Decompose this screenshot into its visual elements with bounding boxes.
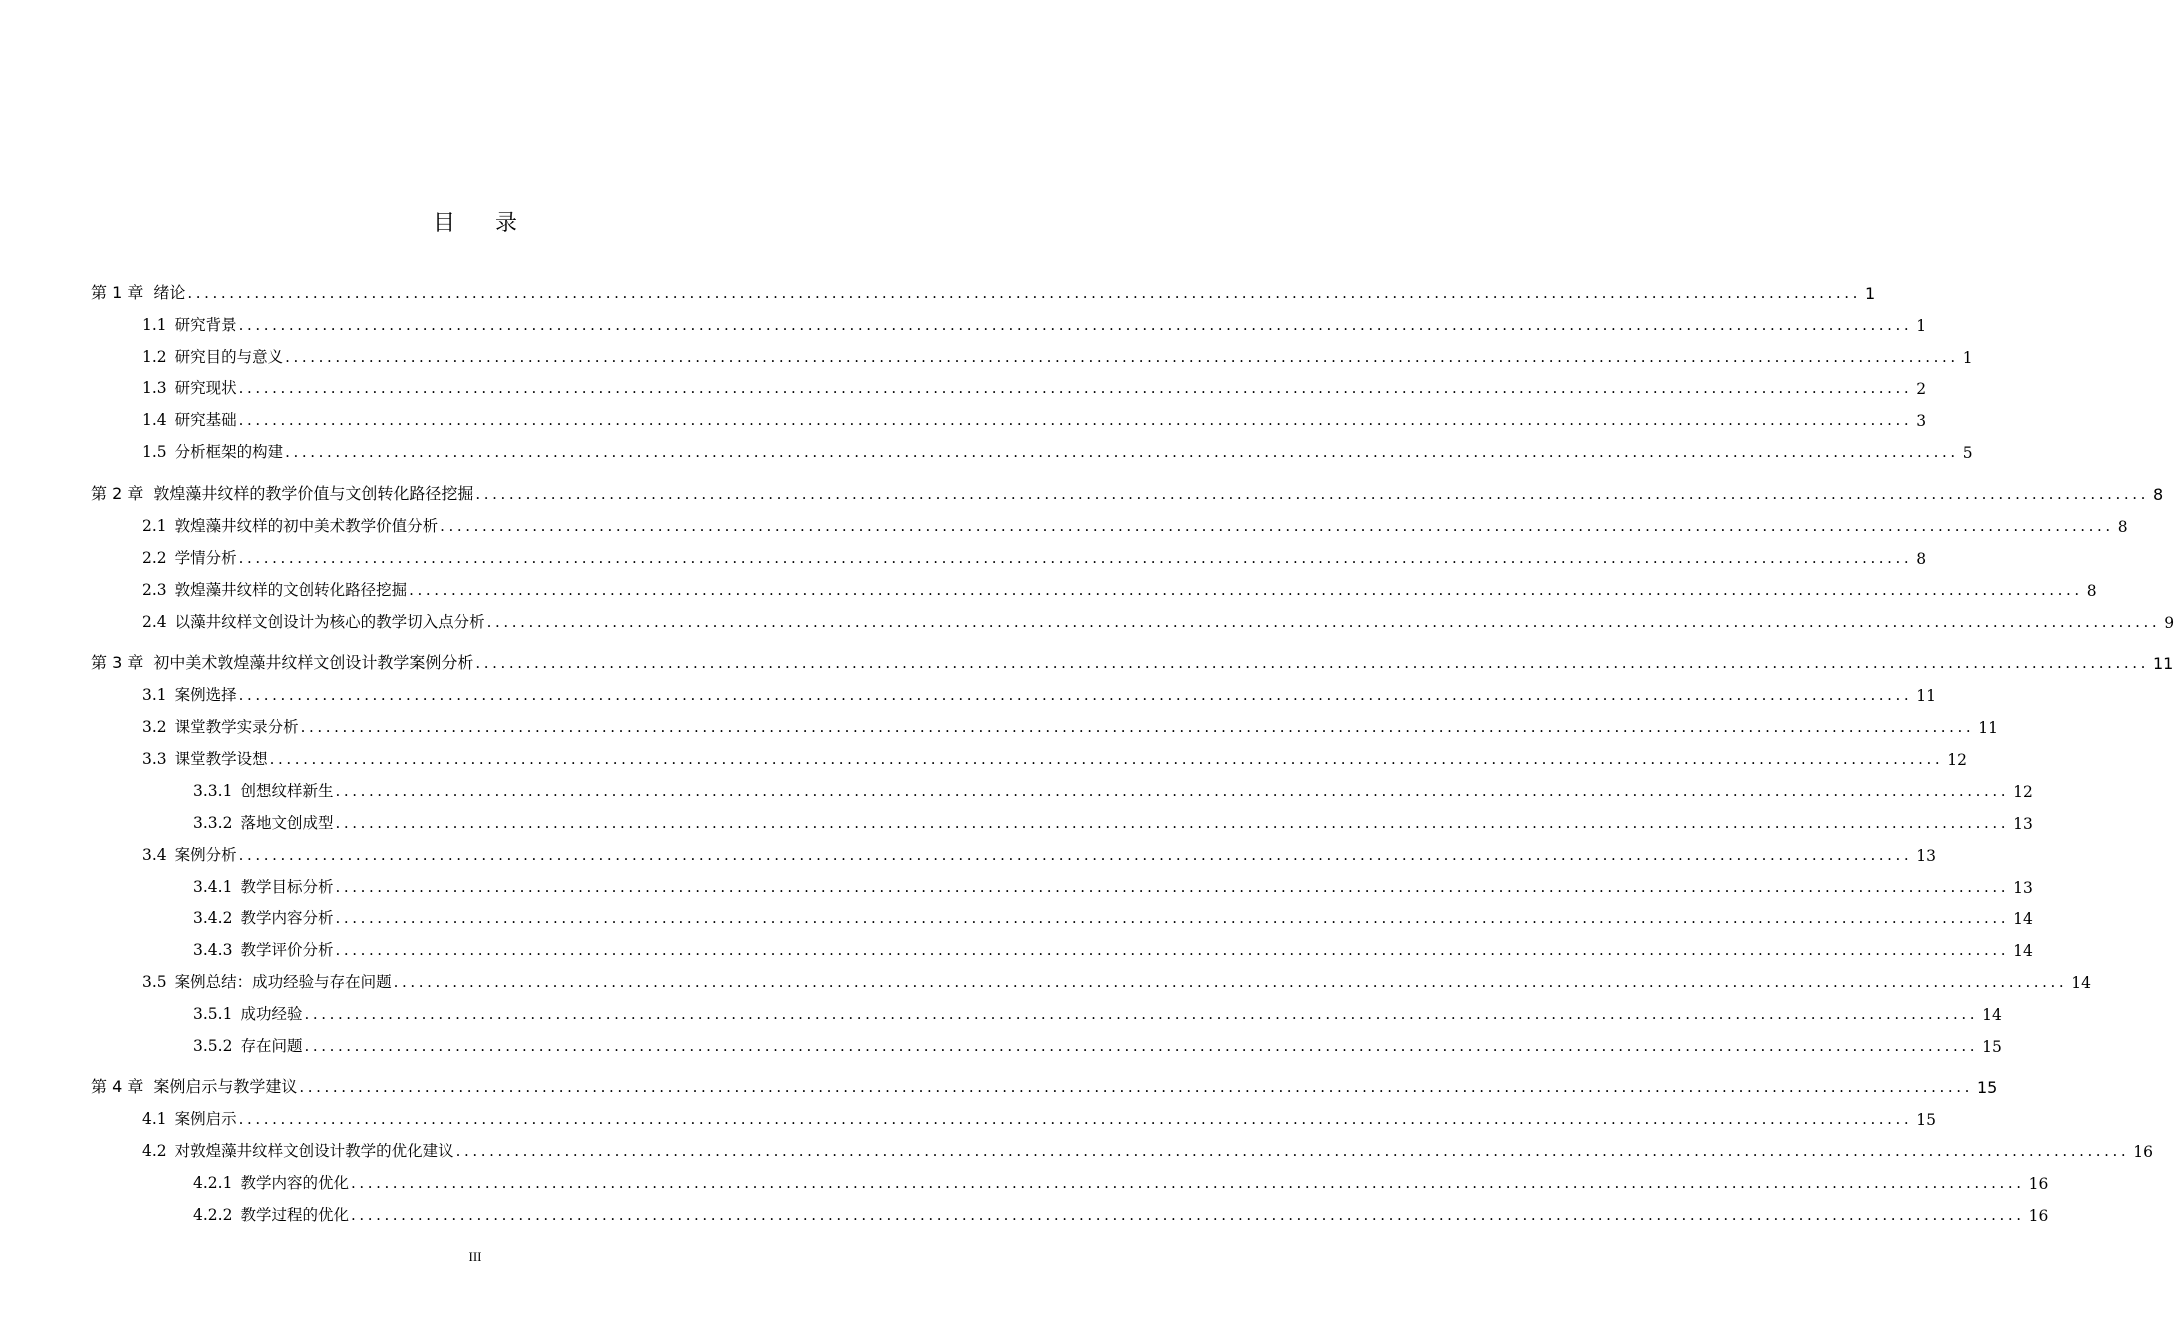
toc-entry-label <box>142 376 237 398</box>
toc-entry-label <box>142 843 237 865</box>
toc-entry-page: 13 <box>2013 815 2033 833</box>
toc-entry-title: 研究目的与意义 <box>174 348 284 366</box>
toc-entry-number: 3.5.1 <box>193 1005 233 1023</box>
toc-entry-label <box>193 1171 349 1193</box>
toc-entry-title: 以藻井纹样文创设计为核心的教学切入点分析 <box>174 613 485 631</box>
toc-entry-page: 2 <box>1916 380 1927 398</box>
toc-entry-title: 教学过程的优化 <box>240 1206 349 1224</box>
toc-entry-label <box>142 578 407 600</box>
toc-entry-number: 第 4 章 <box>91 1077 144 1096</box>
toc-entry-page: 11 <box>2153 654 2174 673</box>
toc-entry-number: 1.2 <box>142 348 167 366</box>
toc-entry[interactable] <box>0 1073 1998 1097</box>
toc-entry-title: 存在问题 <box>240 1037 303 1055</box>
toc-entry-number: 4.2.1 <box>193 1174 233 1192</box>
toc-entry-number: 4.1 <box>142 1110 167 1128</box>
toc-entry[interactable] <box>0 311 1927 335</box>
toc-entry-number: 1.1 <box>142 316 167 334</box>
toc-entry-title: 成功经验 <box>240 1005 303 1023</box>
dot-leader: ........................................................................................................................................................................................................ <box>486 613 2161 631</box>
toc-entry-number: 3.3.2 <box>193 814 233 832</box>
toc-entry-page: 1 <box>1916 317 1927 335</box>
toc-entry[interactable] <box>0 512 2128 536</box>
toc-entry[interactable] <box>0 1201 2049 1225</box>
dot-leader: ........................................................................................................................................................................................................ <box>475 485 2149 503</box>
toc-entry-page: 16 <box>2133 1143 2154 1161</box>
toc-entry-page: 11 <box>1916 687 1937 705</box>
toc-entry[interactable] <box>0 576 2097 600</box>
toc-entry-label <box>142 1107 237 1129</box>
dot-leader: ........................................................................................................................................................................................................ <box>285 348 1959 366</box>
toc-entry-label <box>142 610 485 632</box>
toc-entry-page: 16 <box>2028 1207 2049 1225</box>
toc-entry[interactable] <box>0 904 2033 928</box>
toc-entry[interactable] <box>0 374 1927 398</box>
dot-leader: ........................................................................................................................................................................................................ <box>440 517 2114 535</box>
toc-entry[interactable] <box>0 406 1927 430</box>
toc-entry-label <box>91 1074 297 1097</box>
toc-entry-title: 案例选择 <box>174 686 237 704</box>
toc-entry-number: 4.2 <box>142 1142 167 1160</box>
toc-entry[interactable] <box>0 1000 2002 1024</box>
toc-entry[interactable] <box>0 681 1937 705</box>
toc-entry[interactable] <box>0 438 1973 462</box>
page-title-char: 录 <box>495 211 558 236</box>
toc-entry-title: 对敦煌藻井纹样文创设计教学的优化建议 <box>174 1142 454 1160</box>
toc-entry-title: 研究背景 <box>174 316 237 334</box>
toc-entry[interactable] <box>0 745 1968 769</box>
toc-entry[interactable] <box>0 1169 2049 1193</box>
toc-entry[interactable] <box>0 936 2033 960</box>
dot-leader: ........................................................................................................................................................................................................ <box>238 549 1913 567</box>
toc-entry-page: 8 <box>2153 485 2164 504</box>
toc-entry-label <box>193 1034 302 1056</box>
toc-entry-number: 3.4.1 <box>193 878 233 896</box>
dot-leader: ........................................................................................................................................................................................................ <box>455 1142 2130 1160</box>
dot-leader: ........................................................................................................................................................................................................ <box>187 284 1861 302</box>
toc-entry[interactable] <box>0 841 1937 865</box>
toc-entry-title: 学情分析 <box>174 549 237 567</box>
dot-leader: ........................................................................................................................................................................................................ <box>269 750 1944 768</box>
dot-leader: ........................................................................................................................................................................................................ <box>335 782 2010 800</box>
toc-entry-title: 案例启示 <box>174 1110 237 1128</box>
toc-entry[interactable] <box>0 1105 1937 1129</box>
toc-entry-number: 3.5.2 <box>193 1037 233 1055</box>
toc-entry-page: 8 <box>2117 518 2128 536</box>
toc-entry-number: 2.1 <box>142 517 167 535</box>
toc-entry-number: 3.3.1 <box>193 782 233 800</box>
toc-entry[interactable] <box>0 713 1999 737</box>
dot-leader: ........................................................................................................................................................................................................ <box>300 718 1975 736</box>
dot-leader: ........................................................................................................................................................................................................ <box>335 878 2010 896</box>
dot-leader: ........................................................................................................................................................................................................ <box>285 443 1959 461</box>
toc-entry-page: 15 <box>1982 1038 2002 1056</box>
toc-entry-number: 第 1 章 <box>91 283 144 302</box>
toc-entry[interactable] <box>0 279 1876 303</box>
toc-entry-number: 2.2 <box>142 549 167 567</box>
toc-entry[interactable] <box>0 809 2033 833</box>
dot-leader: ........................................................................................................................................................................................................ <box>238 316 1913 334</box>
toc-entry-label <box>91 481 473 504</box>
toc-entry-page: 8 <box>1916 550 1927 568</box>
toc-entry[interactable] <box>0 777 2033 801</box>
toc-entry-title: 研究现状 <box>174 379 237 397</box>
toc-entry-label <box>193 938 333 960</box>
toc-entry-title: 课堂教学设想 <box>174 750 268 768</box>
toc-entry-title: 案例启示与教学建议 <box>153 1077 298 1096</box>
dot-leader: ........................................................................................................................................................................................................ <box>304 1005 1979 1023</box>
toc-entry-title: 教学评价分析 <box>240 941 334 959</box>
toc-entry[interactable] <box>0 1137 2154 1161</box>
dot-leader: ........................................................................................................................................................................................................ <box>238 1110 1913 1128</box>
toc-entry[interactable] <box>0 343 1973 367</box>
toc-entry-page: 12 <box>2013 783 2033 801</box>
toc-entry-number: 3.4 <box>142 846 167 864</box>
toc-entry-label <box>193 906 333 928</box>
toc-entry-page: 14 <box>2013 942 2033 960</box>
toc-entry-title: 教学内容分析 <box>240 909 334 927</box>
toc-entry-page: 14 <box>2071 974 2092 992</box>
toc-entry-number: 1.4 <box>142 411 167 429</box>
toc-entry-label <box>142 1139 454 1161</box>
toc-entry-page: 12 <box>1947 751 1968 769</box>
toc-entry-label <box>91 280 185 303</box>
toc-entry-page: 3 <box>1916 412 1927 430</box>
toc-entry-label <box>193 811 333 833</box>
dot-leader: ........................................................................................................................................................................................................ <box>393 973 2068 991</box>
toc-entry-page: 14 <box>2013 910 2033 928</box>
toc-entry[interactable] <box>0 649 2174 673</box>
toc-entry-title: 案例分析 <box>174 846 237 864</box>
toc-entry-title: 落地文创成型 <box>240 814 334 832</box>
toc-entry-page: 8 <box>2086 582 2097 600</box>
toc-entry-title: 初中美术敦煌藻井纹样文创设计教学案例分析 <box>153 653 474 672</box>
toc-entry-label <box>142 345 283 367</box>
toc-entry-title: 敦煌藻井纹样的文创转化路径挖掘 <box>174 581 408 599</box>
toc-entry-label <box>142 970 392 992</box>
toc-entry-label <box>142 514 438 536</box>
toc-entry-label <box>142 313 237 335</box>
toc-entry-page: 16 <box>2028 1175 2049 1193</box>
dot-leader: ........................................................................................................................................................................................................ <box>335 814 2010 832</box>
dot-leader: ........................................................................................................................................................................................................ <box>475 654 2149 672</box>
toc-entry-number: 3.3 <box>142 750 167 768</box>
dot-leader: ........................................................................................................................................................................................................ <box>350 1206 2025 1224</box>
toc-entry-number: 3.2 <box>142 718 167 736</box>
toc-entry-title: 教学目标分析 <box>240 878 334 896</box>
dot-leader: ........................................................................................................................................................................................................ <box>238 846 1913 864</box>
toc-entry-label <box>142 683 237 705</box>
toc-entry-number: 3.5 <box>142 973 167 991</box>
toc-entry-title: 绪论 <box>153 283 186 302</box>
toc-entry-number: 3.4.2 <box>193 909 233 927</box>
toc-entry-title: 案例总结：成功经验与存在问题 <box>174 973 392 991</box>
toc-entry-label <box>142 546 237 568</box>
toc-entry-number: 1.5 <box>142 443 167 461</box>
toc-entry-label <box>193 779 333 801</box>
toc-entry-label <box>91 650 473 673</box>
dot-leader: ........................................................................................................................................................................................................ <box>335 909 2010 927</box>
toc-entry-page: 13 <box>1916 847 1937 865</box>
toc-entry-page: 15 <box>1977 1078 1998 1097</box>
toc-entry-number: 2.3 <box>142 581 167 599</box>
toc-entry-number: 4.2.2 <box>193 1206 233 1224</box>
toc-entry-page: 1 <box>1865 284 1876 303</box>
dot-leader: ........................................................................................................................................................................................................ <box>409 581 2083 599</box>
page-title-char: 目 <box>432 211 495 236</box>
page-title <box>0 206 950 237</box>
dot-leader: ........................................................................................................................................................................................................ <box>335 941 2010 959</box>
toc-entry-number: 2.4 <box>142 613 167 631</box>
toc-entry-number: 第 3 章 <box>91 653 144 672</box>
toc-entry-title: 研究基础 <box>174 411 237 429</box>
toc-entry-label <box>193 1203 349 1225</box>
toc-entry-number: 第 2 章 <box>91 484 144 503</box>
toc-entry-page: 9 <box>2164 614 2174 632</box>
toc-entry-label <box>142 440 283 462</box>
dot-leader: ........................................................................................................................................................................................................ <box>238 411 1913 429</box>
toc-entry-label <box>142 715 299 737</box>
toc-entry-title: 课堂教学实录分析 <box>174 718 299 736</box>
toc-entry-page: 14 <box>1982 1006 2002 1024</box>
toc-entry-title: 敦煌藻井纹样的教学价值与文创转化路径挖掘 <box>153 484 474 503</box>
toc-entry-page: 13 <box>2013 879 2033 897</box>
toc-entry-page: 11 <box>1978 719 1999 737</box>
dot-leader: ........................................................................................................................................................................................................ <box>350 1174 2025 1192</box>
toc-entry-title: 敦煌藻井纹样的初中美术教学价值分析 <box>174 517 439 535</box>
toc-entry-label <box>142 747 268 769</box>
toc-entry[interactable] <box>0 544 1927 568</box>
toc-entry-title: 创想纹样新生 <box>240 782 334 800</box>
toc-entry-number: 3.4.3 <box>193 941 233 959</box>
toc-entry-number: 3.1 <box>142 686 167 704</box>
toc-entry[interactable] <box>0 608 2174 632</box>
toc-entry[interactable] <box>0 873 2033 897</box>
toc-entry-page: 1 <box>1962 349 1973 367</box>
page-number-footer: III <box>468 1249 482 1264</box>
dot-leader: ........................................................................................................................................................................................................ <box>304 1037 1979 1055</box>
toc-entry-page: 5 <box>1962 444 1973 462</box>
dot-leader: ........................................................................................................................................................................................................ <box>238 379 1913 397</box>
toc-entry-label <box>193 875 333 897</box>
toc-entry-label <box>142 408 237 430</box>
toc-entry[interactable] <box>0 968 2092 992</box>
toc-entry-label <box>193 1002 302 1024</box>
dot-leader: ........................................................................................................................................................................................................ <box>299 1078 1973 1096</box>
toc-entry-page: 15 <box>1916 1111 1937 1129</box>
toc-entry-number: 1.3 <box>142 379 167 397</box>
toc-entry[interactable] <box>0 1032 2002 1056</box>
toc-entry-title: 分析框架的构建 <box>174 443 284 461</box>
toc-entry-title: 教学内容的优化 <box>240 1174 349 1192</box>
dot-leader: ........................................................................................................................................................................................................ <box>238 686 1913 704</box>
toc-entry[interactable] <box>0 480 2164 504</box>
